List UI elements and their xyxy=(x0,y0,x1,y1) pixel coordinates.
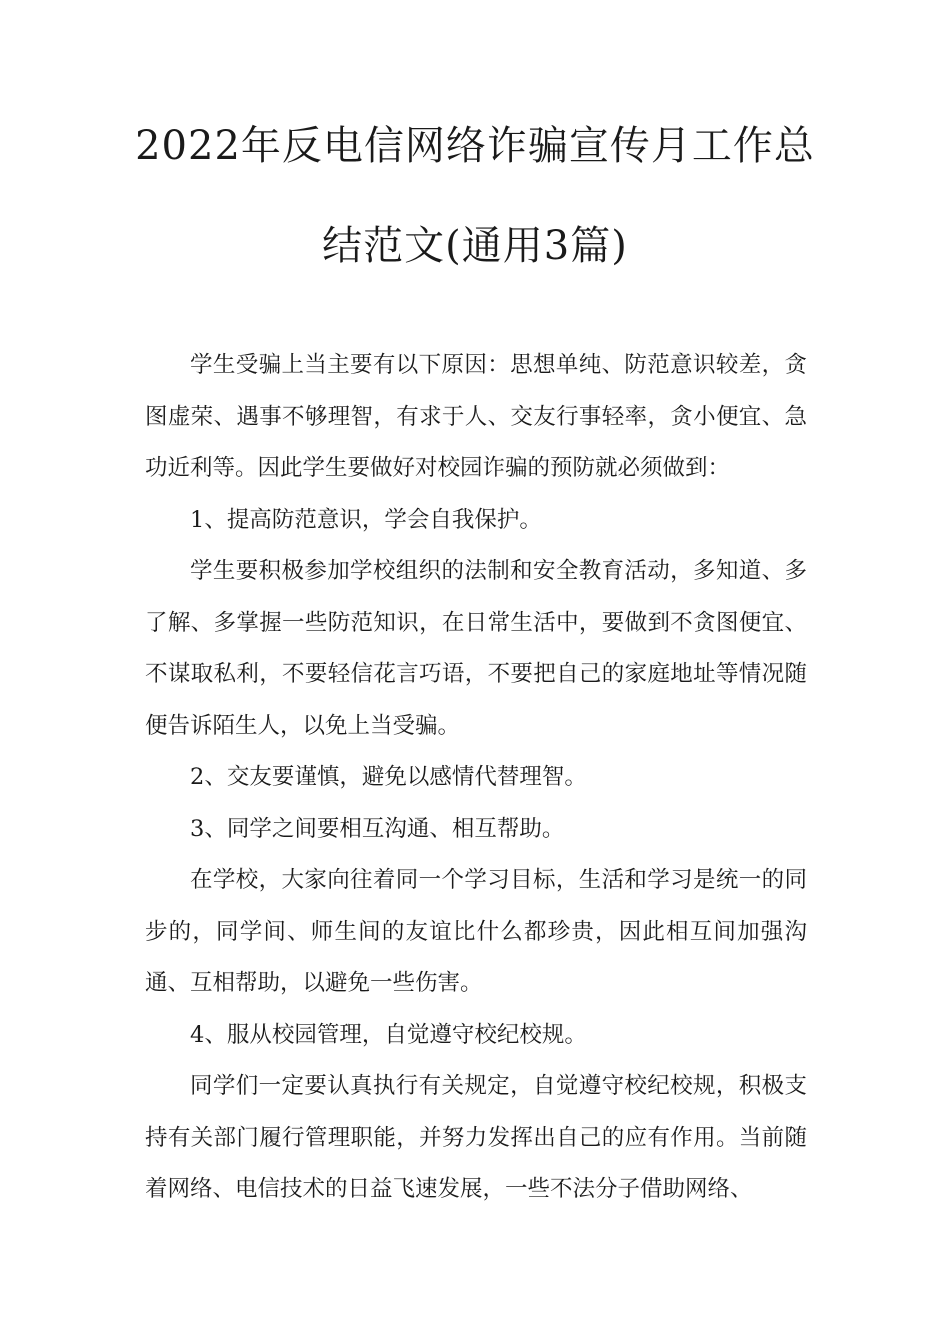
document-title-line-2: 结范文(通用3篇) xyxy=(322,223,628,269)
paragraph-point-3-body: 在学校，大家向往着同一个学习目标，生活和学习是统一的同步的，同学间、师生间的友谊比什么都珍贵，因此相互间加强沟通、互相帮助，以避免一些伤害。 xyxy=(145,867,807,996)
paragraph-point-4-body: 同学们一定要认真执行有关规定，自觉遵守校纪校规，积极支持有关部门履行管理职能，并努力发挥出自己的应有作用。当前随着网络、电信技术的日益飞速发展，一些不法分子借助网络、 xyxy=(145,1073,807,1202)
paragraph-point-3-heading: 3、同学之间要相互沟通、相互帮助。 xyxy=(190,815,565,842)
paragraph-point-4-heading: 4、服从校园管理，自觉遵守校纪校规。 xyxy=(190,1021,587,1048)
paragraph-point-1-heading: 1、提高防范意识，学会自我保护。 xyxy=(190,506,542,533)
paragraph-point-1-body: 学生要积极参加学校组织的法制和安全教育活动，多知道、多了解、多掌握一些防范知识，在日常生活中，要做到不贪图便宜、不谋取私利，不要轻信花言巧语，不要把自己的家庭地址等情况随便告诉陌生人，以免上当受骗。 xyxy=(145,558,807,739)
document-body xyxy=(145,340,807,1216)
document-title-line-1: 2022年反电信网络诈骗宣传月工作总 xyxy=(135,123,815,169)
paragraph-point-2-heading: 2、交友要谨慎，避免以感情代替理智。 xyxy=(190,764,587,790)
paragraph-causes: 学生受骗上当主要有以下原因：思想单纯、防范意识较差，贪图虚荣、遇事不够理智，有求于人、交友行事轻率，贪小便宜、急功近利等。因此学生要做好对校园诈骗的预防就必须做到： xyxy=(145,352,807,481)
